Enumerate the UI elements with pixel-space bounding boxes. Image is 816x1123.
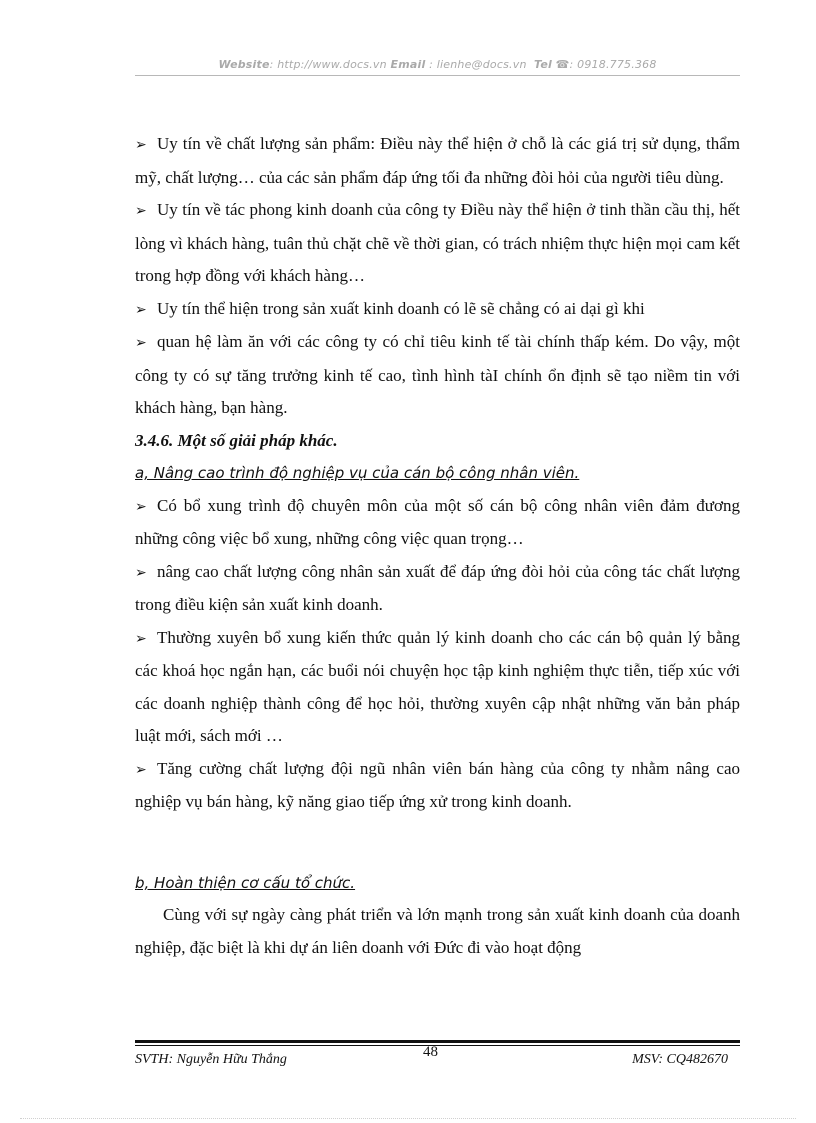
tel-label: Tel (534, 58, 552, 71)
arrow-bullet-icon: ➢ (135, 761, 147, 778)
bullet-item: ➢ quan hệ làm ăn với các công ty có chỉ tiêu kinh tế tài chính thấp kém. Do vậy, một công ty có sự tăng trưởng kinh tế cao, tình hình tàI chính ổn định sẽ tạo niềm tin với khách hàng, bạn hàng. (135, 326, 740, 425)
student-name: SVTH: Nguyễn Hữu Thắng (135, 1052, 287, 1067)
footer-divider-thick (135, 1040, 740, 1043)
arrow-bullet-icon: ➢ (135, 564, 147, 581)
page-header (135, 58, 740, 71)
document-body (135, 128, 740, 964)
bullet-item: ➢ Có bổ xung trình độ chuyên môn của một số cán bộ công nhân viên đảm đương những công việc bổ xung, những công việc quan trọng… (135, 490, 740, 556)
bullet-item: ➢ Tăng cường chất lượng đội ngũ nhân viên bán hàng của công ty nhằm nâng cao nghiệp vụ bán hàng, kỹ năng giao tiếp ứng xử trong kinh doanh. (135, 753, 740, 819)
bullet-item: ➢ Uy tín về tác phong kinh doanh của công ty Điều này thể hiện ở tinh thần cầu thị, hết lòng vì khách hàng, tuân thủ chặt chẽ về thời gian, có trách nhiệm thực hiện mọi cam kết trong hợp đồng với khách hàng… (135, 194, 740, 293)
arrow-bullet-icon: ➢ (135, 335, 147, 351)
email-label: Email (390, 58, 426, 71)
website-value: : http://www.docs.vn (269, 58, 387, 71)
arrow-bullet-icon: ➢ (135, 301, 147, 318)
arrow-bullet-icon: ➢ (135, 137, 147, 153)
tel-value: ☎: 0918.775.368 (555, 58, 657, 71)
paragraph-b: Cùng với sự ngày càng phát triển và lớn mạnh trong sản xuất kinh doanh của doanh nghiệp, đặc biệt là khi dự án liên doanh với Đức đi vào hoạt động (135, 905, 740, 957)
section-heading: 3.4.6. Một số giải pháp khác. (135, 430, 338, 450)
spacer (135, 819, 740, 867)
bullet-item: ➢ Uy tín về chất lượng sản phẩm: Điều này thể hiện ở chỗ là các giá trị sử dụng, thẩm mỹ, chất lượng… của các sản phẩm đáp ứng tối đa những đòi hỏi của người tiêu dùng. (135, 128, 740, 194)
email-value: : lienhe@docs.vn (425, 58, 527, 71)
bullet-item: ➢ Thường xuyên bổ xung kiến thức quản lý kinh doanh cho các cán bộ quản lý bằng các khoá học ngắn hạn, các buổi nói chuyện học tập kinh nghiệm thực tiễn, tiếp xúc với các doanh nghiệp thành công để học hỏi, thường xuyên cập nhật những văn bản pháp luật mới, sách mới … (135, 622, 740, 753)
header-divider (135, 75, 740, 76)
arrow-bullet-icon: ➢ (135, 630, 147, 647)
bullet-item: ➢ nâng cao chất lượng công nhân sản xuất để đáp ứng đòi hỏi của công tác chất lượng trong điều kiện sản xuất kinh doanh. (135, 556, 740, 622)
website-label: Website (218, 58, 270, 71)
subheading-b: b, Hoàn thiện cơ cấu tổ chức. (135, 873, 356, 892)
page-footer (135, 1044, 740, 1072)
student-id: MSV: CQ482670 (632, 1052, 728, 1067)
arrow-bullet-icon: ➢ (135, 498, 147, 515)
arrow-bullet-icon: ➢ (135, 203, 147, 219)
bullet-item: ➢ Uy tín thể hiện trong sản xuất kinh doanh có lẽ sẽ chẳng có ai dại gì khi (135, 293, 740, 327)
page-bottom-edge (20, 1118, 796, 1119)
subheading-a: a, Nâng cao trình độ nghiệp vụ của cán bộ công nhân viên. (135, 464, 580, 482)
page-number: 48 (423, 1044, 438, 1060)
